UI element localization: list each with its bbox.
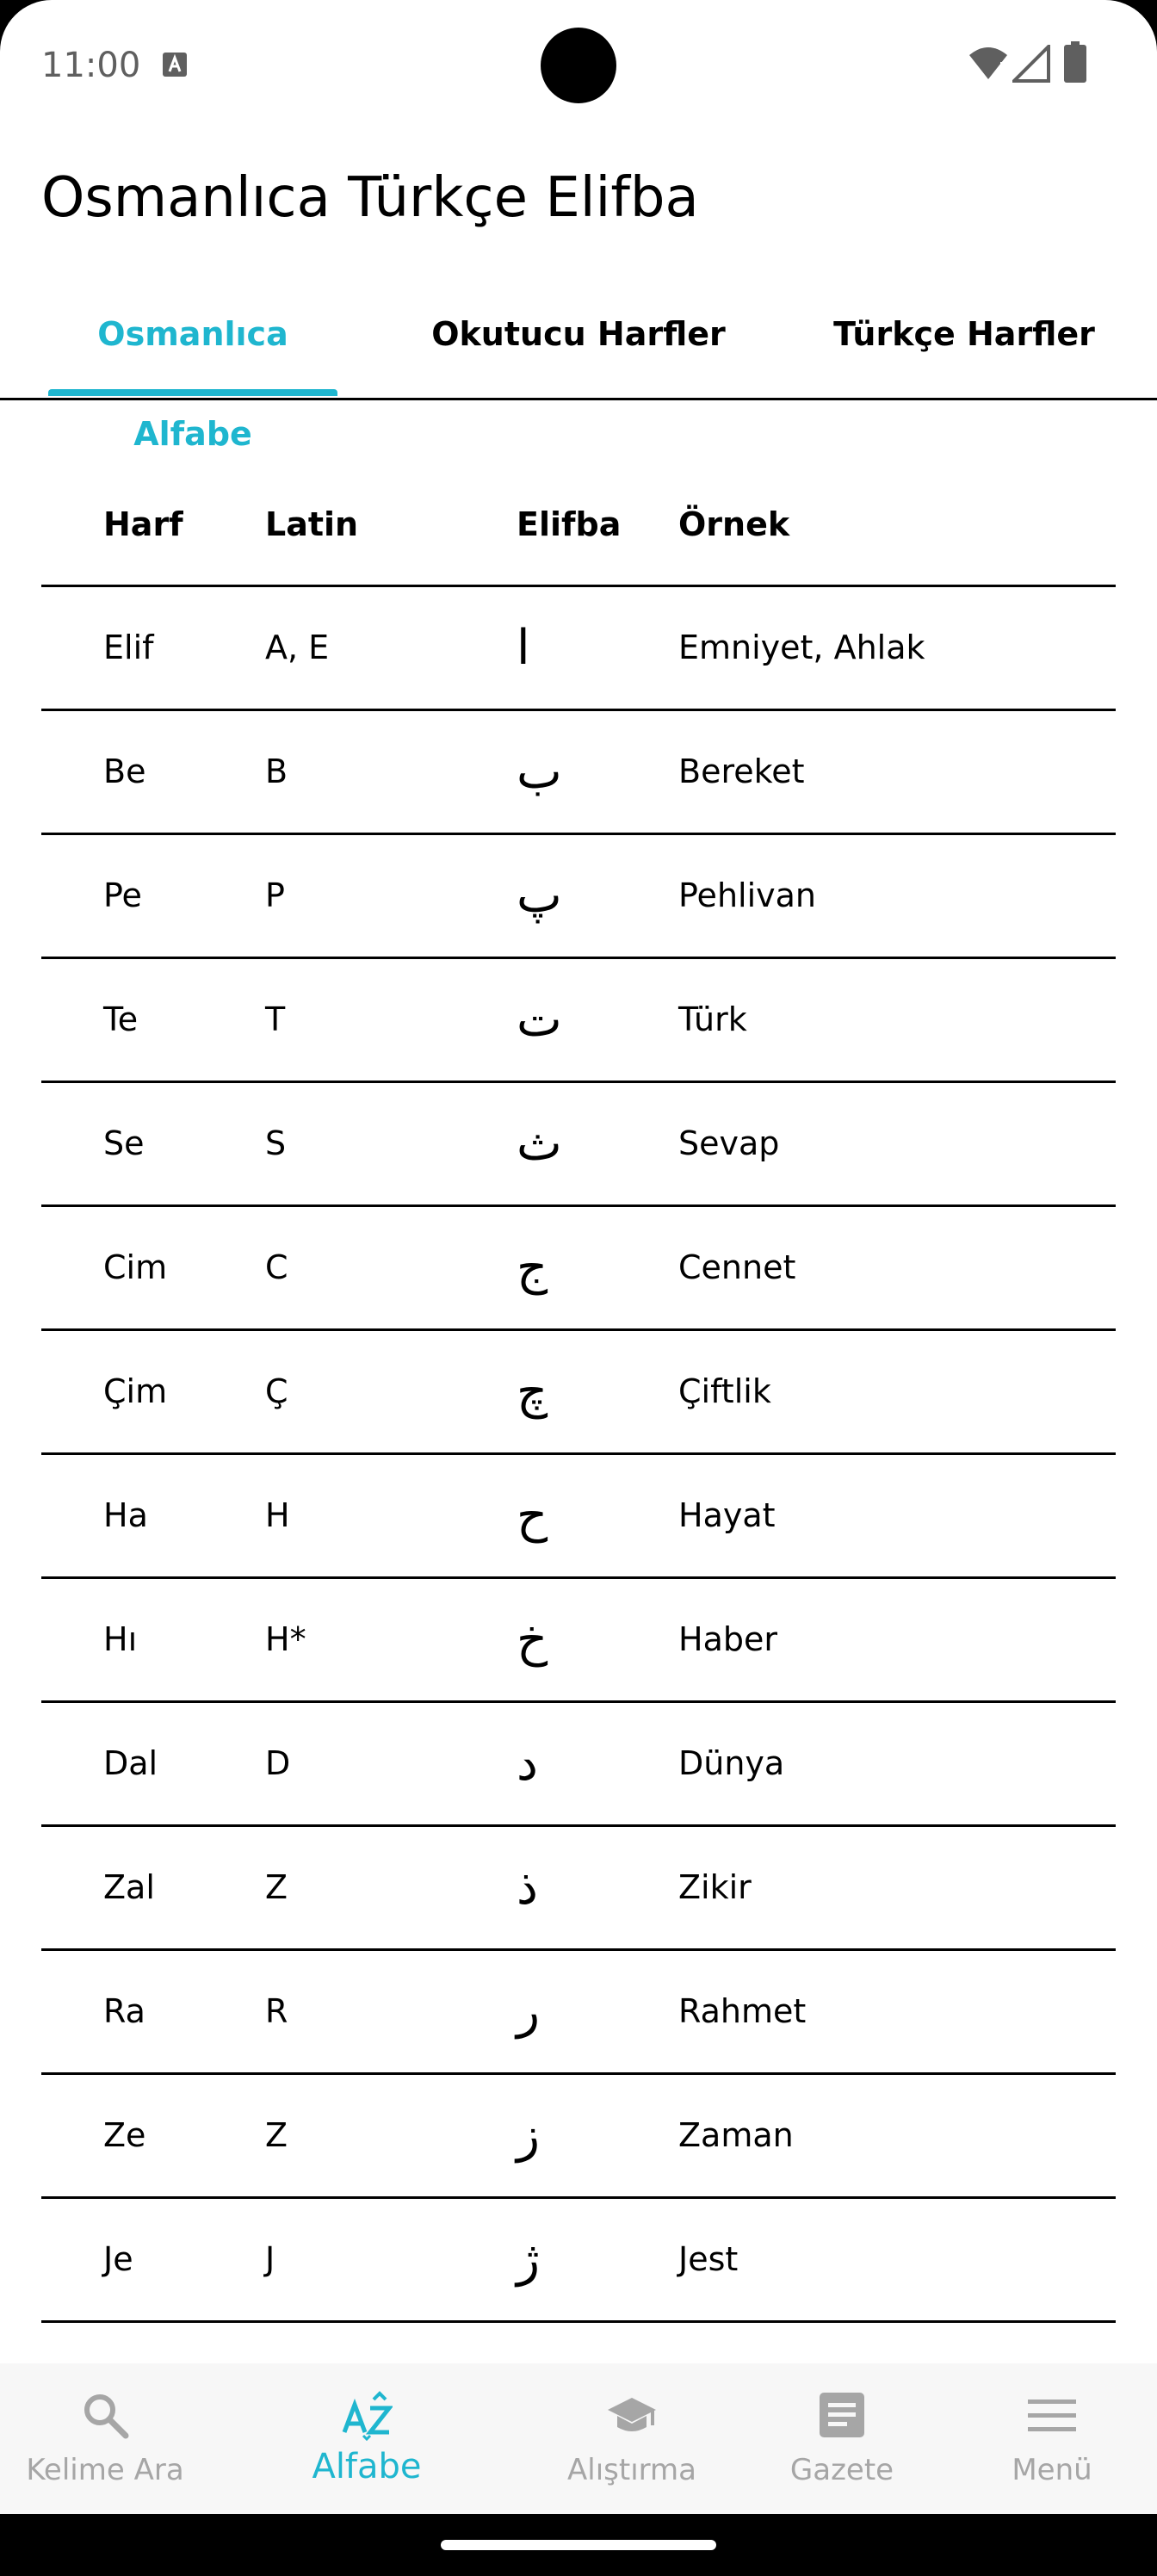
tab-okutucu-harfler[interactable]: Okutucu Harfler [431,315,726,353]
cell-latin: Z [265,1868,288,1906]
table-row [41,1207,1116,1331]
keyboard-a-icon [162,52,188,77]
cell-harf: Te [103,1000,139,1038]
cell-latin: J [265,2240,275,2278]
menu-icon [1026,2389,1078,2441]
cell-elifba: چ [517,1364,548,1420]
cell-latin: S [265,1124,287,1162]
cell-harf: Se [103,1124,145,1162]
cell-elifba: خ [517,1612,548,1668]
header-latin: Latin [265,505,359,543]
status-time: 11:00 [41,46,141,85]
cell-elifba: ب [517,744,562,800]
cell-ornek: Bereket [678,752,805,790]
tab-indicator [48,389,337,396]
table-header [41,398,1116,587]
cell-latin: Z [265,2116,288,2154]
battery-icon [1064,41,1086,83]
cell-latin: B [265,752,288,790]
table-row [41,587,1116,711]
table-row [41,2199,1116,2323]
nav-alfabe[interactable] [262,2363,472,2514]
nav-kelime-ara[interactable] [0,2363,210,2514]
table-row [41,711,1116,835]
cell-latin: H* [265,1620,306,1658]
cell-harf: Pe [103,876,142,914]
cell-elifba: ت [517,992,562,1048]
nav-label: Alıştırma [567,2453,696,2487]
nav-label: Menü [1012,2453,1092,2487]
cell-harf: Elif [103,629,154,666]
cell-elifba: ژ [517,2232,541,2288]
status-bar [0,0,1157,129]
header-ornek: Örnek [678,505,790,543]
table-row [41,835,1116,959]
table-row [41,1827,1116,1951]
cell-latin: H [265,1496,290,1534]
cell-ornek: Pehlivan [678,876,816,914]
cell-harf: Cim [103,1248,168,1286]
cell-ornek: Sevap [678,1124,780,1162]
header-harf: Harf [103,505,183,543]
cell-ornek: Dünya [678,1744,785,1782]
tab-turkce-harfler[interactable]: Türkçe Harfler [833,315,1095,353]
cell-latin: D [265,1744,291,1782]
nav-label: Kelime Ara [26,2453,184,2487]
cell-elifba: ا [517,620,530,676]
cell-harf: Be [103,752,146,790]
cell-elifba: پ [517,868,562,924]
cell-ornek: Jest [678,2240,739,2278]
cell-latin: T [265,1000,286,1038]
table-row [41,1703,1116,1827]
alphabet-icon [341,2389,393,2441]
nav-label: Alfabe [312,2447,422,2486]
cell-harf: Ha [103,1496,148,1534]
table-row [41,959,1116,1083]
table-row [41,1331,1116,1455]
table-row [41,2075,1116,2199]
table-row [41,1579,1116,1703]
cell-harf: Hı [103,1620,138,1658]
camera-cutout [541,28,616,103]
search-icon [79,2389,131,2441]
article-icon [816,2389,868,2441]
cell-latin: C [265,1248,288,1286]
table-row [41,1455,1116,1579]
cell-harf: Ra [103,1992,145,2030]
alphabet-table [41,398,1116,2323]
cell-elifba: ج [517,1240,548,1296]
cell-ornek: Rahmet [678,1992,807,2030]
cell-elifba: ز [517,2108,541,2164]
wifi-icon [968,45,1009,83]
cell-latin: Ç [265,1372,288,1410]
cell-elifba: د [517,1736,538,1792]
cell-elifba: ذ [517,1860,538,1916]
cell-harf: Dal [103,1744,158,1782]
cell-elifba: ح [517,1488,548,1544]
cell-elifba: ر [517,1984,541,2040]
table-row [41,1083,1116,1207]
cell-ornek: Cennet [678,1248,796,1286]
nav-gazete[interactable] [737,2363,947,2514]
cell-signal-icon [1012,45,1050,83]
nav-alistirma[interactable] [527,2363,737,2514]
cell-ornek: Türk [678,1000,747,1038]
cell-latin: P [265,876,285,914]
gesture-navigation-bar[interactable] [441,2540,716,2550]
cell-harf: Je [103,2240,133,2278]
cell-harf: Çim [103,1372,168,1410]
cell-harf: Zal [103,1868,155,1906]
cell-latin: R [265,1992,288,2030]
cell-latin: A, E [265,629,330,666]
cell-ornek: Hayat [678,1496,776,1534]
table-row [41,1951,1116,2075]
app-title: Osmanlıca Türkçe Elifba [41,166,699,230]
tab-bar [0,284,1157,453]
cell-ornek: Zikir [678,1868,752,1906]
header-elifba: Elifba [517,505,622,543]
cell-ornek: Zaman [678,2116,794,2154]
nav-menu[interactable] [947,2363,1157,2514]
cell-ornek: Emniyet, Ahlak [678,629,925,666]
nav-label: Gazete [789,2453,894,2487]
graduation-cap-icon [606,2389,658,2441]
bottom-navigation [0,2363,1157,2514]
tab-osmanlica-alfabe[interactable]: Osmanlıca Alfabe [97,315,288,453]
cell-harf: Ze [103,2116,146,2154]
cell-elifba: ث [517,1116,562,1172]
cell-ornek: Çiftlik [678,1372,771,1410]
cell-ornek: Haber [678,1620,777,1658]
